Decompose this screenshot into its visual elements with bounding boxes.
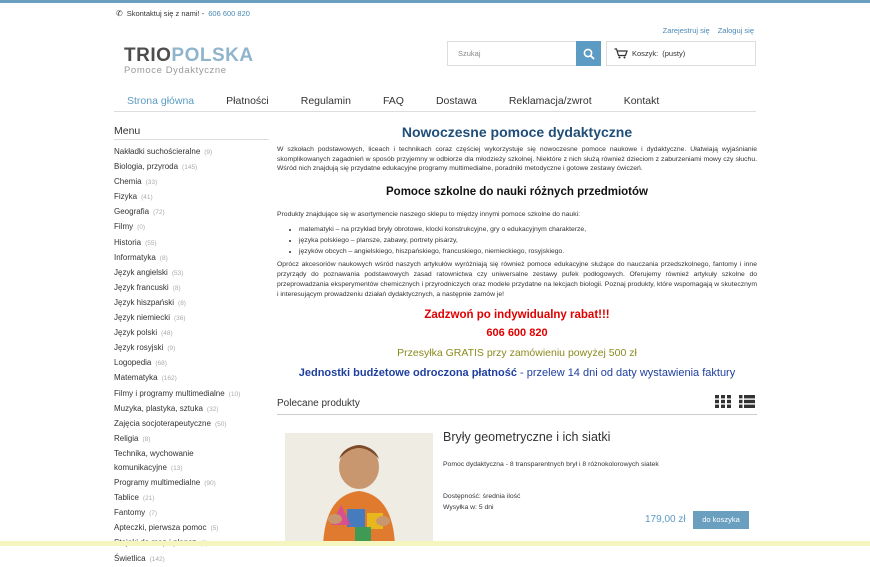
category-count: (10)	[228, 390, 241, 398]
category-label: Język francuski	[114, 282, 169, 292]
featured-products-header	[277, 393, 757, 415]
category-label: Historia	[114, 237, 142, 247]
category-label: Biologia, przyroda	[114, 162, 179, 172]
category-count: (5)	[210, 525, 219, 533]
category-label: Tablice	[114, 493, 139, 503]
promo-discount: Zadzwoń po indywidualny rabat!!!	[424, 308, 610, 321]
sidebar-category[interactable]	[114, 356, 269, 371]
sidebar-category[interactable]	[114, 506, 269, 521]
category-label: Religia	[114, 433, 139, 443]
category-label: Zajęcia socjoterapeutyczne	[114, 418, 211, 428]
nav-terms[interactable]: Regulamin	[300, 95, 351, 107]
cart-status: (pusty)	[662, 49, 686, 58]
register-link[interactable]: Zarejestruj się	[662, 26, 710, 35]
sidebar-category[interactable]	[114, 417, 269, 432]
sidebar-category[interactable]	[114, 296, 269, 311]
sidebar-category[interactable]	[114, 205, 269, 220]
sidebar-category[interactable]	[114, 160, 269, 175]
category-count: (145)	[182, 164, 198, 172]
promo-free-shipping: Przesyłka GRATIS przy zamówieniu powyżej 500 zł	[397, 346, 637, 359]
section-subtitle: Pomoce szkolne do nauki różnych przedmiotów	[386, 185, 648, 198]
category-label: Fizyka	[114, 192, 138, 202]
intro-paragraph: W szkołach podstawowych, liceach i technikach coraz częściej wykorzystuje się nowoczesne pomoce naukowe i dydaktyczne. Ułatwiają wyjaśnianie skomplikowanych zagadnień w sposób przyjemny w odbiorze dla młodzieży szkolnej. Niektóre z nich służą również dzieciom z zaburzeniami mowy czy słuchu. Wśród nich znajdują się przydatne edukacyjne programy multimedialne, poradniki metodyczne i gotowe zestawy ćwiczeń.	[277, 146, 757, 172]
sidebar-category[interactable]	[114, 220, 269, 235]
nav-payments[interactable]: Płatności	[226, 95, 269, 107]
category-count: (21)	[142, 495, 155, 503]
availability-text: Dostępność: średnia ilość	[443, 493, 521, 500]
category-label: Informatyka	[114, 252, 156, 262]
sidebar-category[interactable]	[114, 432, 269, 447]
login-link[interactable]: Zaloguj się	[717, 26, 754, 35]
category-label: Fantomy	[114, 508, 146, 518]
sidebar-category[interactable]	[114, 447, 269, 461]
shipping-text: Wysyłka w: 5 dni	[443, 503, 494, 511]
nav-delivery[interactable]: Dostawa	[435, 95, 477, 107]
category-count: (53)	[171, 269, 184, 277]
list-view-icon[interactable]	[739, 395, 755, 408]
category-label: Język niemiecki	[114, 313, 171, 323]
sidebar	[114, 122, 269, 567]
subjects-list	[277, 224, 757, 257]
search-icon	[583, 48, 595, 60]
sidebar-category[interactable]	[114, 145, 269, 160]
list-item: • języków obcych – angielskiego, hiszpańskiego, francuskiego, niemieckiego, rosyjskiego.	[299, 246, 757, 257]
contact-phone[interactable]: 606 600 820	[208, 9, 250, 18]
category-label: Język polski	[114, 328, 158, 338]
logo-text: TRIOPOLSKA	[124, 45, 254, 66]
category-label: Chemia	[114, 177, 142, 187]
product-availability	[443, 492, 520, 513]
category-count: (13)	[170, 464, 183, 472]
category-count: (68)	[155, 360, 167, 368]
category-label: Język rosyjski	[114, 343, 164, 353]
offer-paragraph: Oprócz akcesoriów naukowych wśród naszych artykułów wyróżniają się również pomoce edukacyjne służące do nauczania przedszkolnego, fantomy i inne przyrządy do poznawania podstawowych zasad ratownictwa czy uniwersalne zestawy pufek podłogowych. Oferujemy również artykuły szkolne do przeprowadzania eksperymentów chemicznych i przyrodniczych oraz modele przydatne na lekcjach biologii. Poznaj produkty, które wspomagają w skutecznym i interesującym prowadzeniu działań dydaktycznych, a następnie zamów je!	[277, 260, 757, 299]
category-label: Geografia	[114, 207, 150, 217]
category-count: (9)	[167, 345, 176, 353]
promo-phone: 606 600 820	[486, 326, 548, 339]
category-count: (8)	[172, 284, 181, 292]
category-label: Język angielski	[114, 267, 168, 277]
category-list	[114, 145, 269, 567]
sidebar-category[interactable]	[114, 190, 269, 205]
nav-contact[interactable]: Kontakt	[623, 95, 660, 107]
nav-returns[interactable]: Reklamacja/zwrot	[508, 95, 592, 107]
category-label: Filmy i programy multimedialne	[114, 388, 225, 398]
featured-products-title: Polecane produkty	[277, 398, 360, 409]
logo-subtitle: Pomoce Dydaktyczne	[124, 65, 227, 76]
category-count: (41)	[141, 194, 153, 202]
sidebar-category[interactable]	[114, 266, 269, 281]
category-count: (0)	[137, 224, 146, 232]
category-count: (162)	[161, 375, 177, 383]
sidebar-category[interactable]	[114, 175, 269, 190]
category-label: Muzyka, plastyka, sztuka	[114, 403, 203, 413]
phone-icon: ✆	[116, 9, 123, 18]
category-count: (33)	[145, 179, 158, 187]
category-count: (7)	[149, 510, 158, 518]
category-count: (48)	[161, 330, 173, 338]
product-photo	[285, 433, 433, 546]
sidebar-category[interactable]	[114, 552, 269, 567]
promo-deferred-payment: Jednostki budżetowe odroczona płatność - przelew 14 dni od daty wystawienia faktury	[298, 366, 736, 379]
search-button[interactable]	[576, 41, 601, 66]
sidebar-category[interactable]	[114, 521, 269, 536]
category-label: Świetlica	[114, 553, 146, 563]
category-count: (36)	[174, 315, 186, 323]
category-label: Filmy	[114, 222, 134, 232]
category-count: (55)	[145, 239, 157, 247]
category-count: (90)	[204, 480, 216, 488]
category-count: (50)	[214, 420, 227, 428]
page-title: Nowoczesne pomoce dydaktyczne	[401, 124, 633, 140]
view-toggle	[715, 395, 755, 408]
subjects-intro: Produkty znajdujące się w asortymencie naszego sklepu to między innymi pomoce szkolne do nauki:	[277, 210, 580, 218]
sidebar-category[interactable]	[114, 491, 269, 506]
sidebar-category[interactable]	[114, 281, 269, 296]
category-label: Programy multimedialne	[114, 478, 201, 488]
category-count: (32)	[206, 405, 219, 413]
sidebar-category[interactable]	[114, 387, 269, 402]
product-name[interactable]: Bryły geometryczne i ich siatki	[443, 430, 611, 444]
cart-widget[interactable]	[606, 41, 756, 66]
category-count: (8)	[159, 254, 168, 262]
grid-view-icon[interactable]	[715, 395, 731, 408]
main-nav	[114, 90, 756, 112]
category-label: Matematyka	[114, 373, 158, 383]
list-item: • matematyki – na przykład bryły obrotowe, klocki konstrukcyjne, gry o edukacyjnym charakterze,	[299, 224, 757, 235]
product-description: Pomoc dydaktyczna - 8 transparentnych brył i 8 różnokolorowych siatek	[443, 461, 659, 468]
cart-label: Koszyk:	[632, 49, 659, 58]
site-logo[interactable]	[124, 46, 254, 76]
bottom-bar	[0, 541, 870, 546]
nav-faq[interactable]: FAQ	[382, 95, 404, 107]
list-item: • języka polskiego – plansze, zabawy, portrety pisarzy,	[299, 235, 757, 246]
search-bar	[447, 41, 601, 66]
sidebar-category[interactable]	[114, 461, 269, 476]
sidebar-title: Menu	[114, 122, 269, 140]
sidebar-category[interactable]	[114, 371, 269, 386]
sidebar-category[interactable]	[114, 311, 269, 326]
category-label: Język hiszpański	[114, 297, 175, 307]
search-input[interactable]	[448, 42, 576, 65]
category-label: komunikacyjne	[114, 462, 167, 472]
sidebar-category[interactable]	[114, 326, 269, 341]
top-accent-bar	[0, 0, 870, 3]
add-to-cart-button[interactable]: do koszyka	[693, 511, 749, 529]
sidebar-category[interactable]	[114, 341, 269, 356]
category-label: Technika, wychowanie	[114, 448, 194, 458]
contact-line	[116, 9, 250, 18]
category-label: Nakładki suchościeralne	[114, 147, 201, 156]
contact-label: Skontaktuj się z nami! -	[126, 9, 205, 18]
main-content	[277, 122, 757, 380]
category-count: (8)	[178, 299, 186, 307]
nav-home[interactable]: Strona główna	[127, 95, 195, 107]
category-label: Logopedia	[114, 358, 152, 368]
category-count: (8)	[142, 435, 151, 443]
cart-icon	[614, 48, 628, 59]
product-price: 179,00 zł	[645, 514, 686, 525]
category-count: (9)	[204, 149, 213, 156]
sidebar-category[interactable]	[114, 251, 269, 266]
product-image[interactable]	[285, 433, 433, 546]
auth-links	[663, 26, 754, 35]
category-count: (72)	[153, 209, 165, 217]
sidebar-category[interactable]	[114, 236, 269, 251]
sidebar-category[interactable]	[114, 402, 269, 417]
category-count: (142)	[149, 555, 165, 563]
category-label: Apteczki, pierwsza pomoc	[114, 523, 207, 533]
sidebar-category[interactable]	[114, 476, 269, 491]
